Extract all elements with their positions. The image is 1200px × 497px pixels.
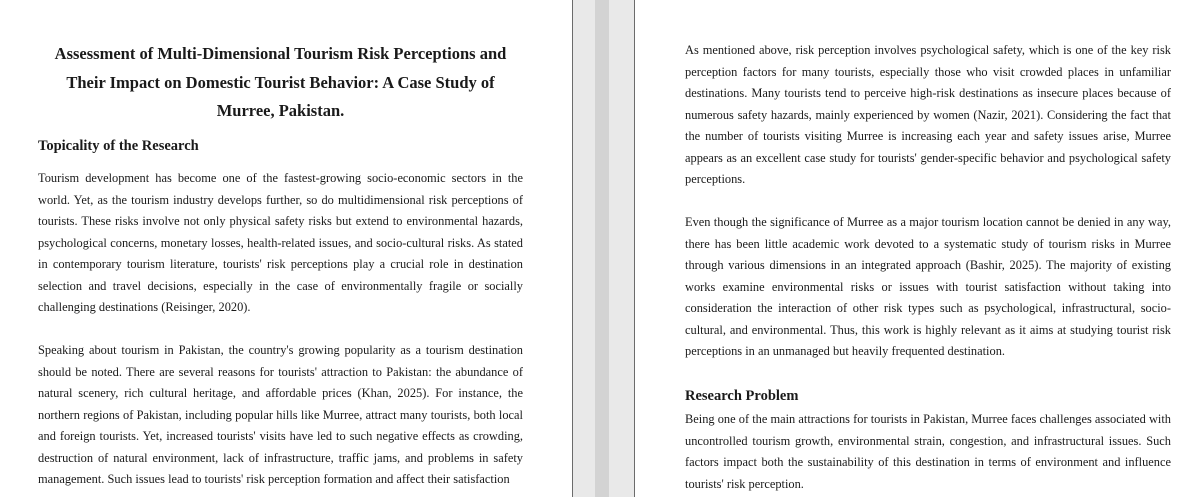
document-title: Assessment of Multi-Dimensional Tourism Risk Perceptions and Their Impact on Domestic Tourist Behavior: A Case Study of Murree, Pakistan. (54, 44, 507, 120)
paragraph-significance-of-murree: Even though the significance of Murree as a major tourism location cannot be denied in any way, there has been little academic work devoted to a systematic study of tourism risks in Murree through various dimensions in an integrated approach (Bashir, 2025). The majority of existing works examine environmental risks or issues with tourist satisfaction without taking into consideration the interaction of other risk types such as psychological, infrastructural, socio-cultural, and environmental. Thus, this work is highly relevant as it aims at studying tourist risk perceptions in an unmanaged but heavily frequented destination. (685, 215, 1171, 358)
paragraph-psychological-safety: As mentioned above, risk perception involves psychological safety, which is one of the key risk perception factors for many tourists, especially those who visit crowded places in unfamiliar destinations. Many tourists tend to perceive high-risk destinations as insecure places because of numerous safety hazards, mainly experienced by women (Nazir, 2021). Considering the fact that the number of tourists visiting Murree is increasing each year and safety issues arise, Murree appears as an excellent case study for tourists' gender-specific behavior and psychological safety perceptions. (685, 43, 1171, 186)
section-heading-research-problem: Research Problem (685, 388, 799, 404)
document-page-left[interactable] (0, 0, 573, 497)
section-heading-topicality: Topicality of the Research (38, 138, 199, 154)
paragraph-tourism-in-pakistan: Speaking about tourism in Pakistan, the country's growing popularity as a tourism destination should be noted. There are several reasons for tourists' attraction to Pakistan: the abundance of natural scenery, rich cultural heritage, and affordable prices (Khan, 2025). For instance, the northern regions of Pakistan, including popular hills like Murree, attract many tourists, both local and foreign tourists. Yet, increased tourists' visits have led to such negative effects as crowding, destruction of natural environment, lack of infrastructure, traffic jams, and problems in safety management. Such issues lead to tourists' risk perception formation and affect their satisfaction (38, 343, 523, 486)
page-gutter-strip (595, 0, 609, 497)
document-page-right[interactable] (634, 0, 1200, 497)
paragraph-research-problem: Being one of the main attractions for tourists in Pakistan, Murree faces challenges associated with uncontrolled tourism growth, environmental strain, congestion, and infrastructural issues. Such factors impact both the sustainability of this destination in terms of environment and influence tourists' risk perception. (685, 412, 1171, 491)
paragraph-tourism-development: Tourism development has become one of the fastest-growing socio-economic sectors in the world. Yet, as the tourism industry develops further, so do multidimensional risk perceptions of tourists. These risks involve not only physical safety risks but extend to environmental hazards, psychological concerns, monetary losses, health-related issues, and socio-cultural risks. As stated in contemporary tourism literature, tourists' risk perceptions play a crucial role in destination selection and travel decisions, especially in the case of environmentally fragile or socially challenging destinations (Reisinger, 2020). (38, 171, 523, 314)
